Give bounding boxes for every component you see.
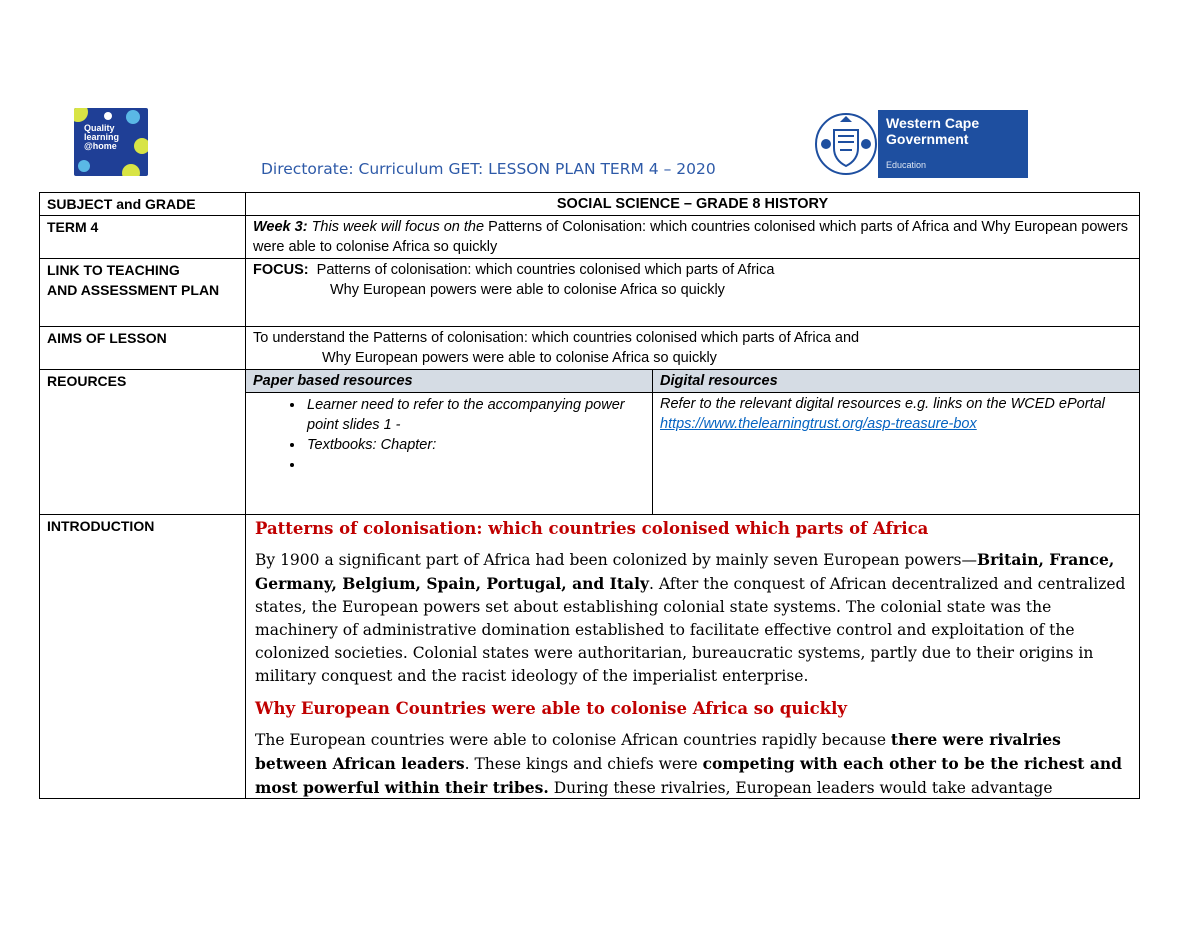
intro-p2-competing: competing with each other to be the richest and most powerful within their tribes. (255, 754, 1123, 797)
digital-resources-cell (653, 393, 1140, 515)
digital-resources-header: Digital resources (653, 370, 1140, 393)
intro-paragraph-2 (255, 728, 1130, 798)
intro-paragraph-1 (255, 548, 1130, 688)
intro-p1-powers: Britain, France, Germany, Belgium, Spain, Portugal, and Italy (255, 550, 1115, 593)
focus-label: FOCUS: (253, 262, 309, 278)
intro-p1-text-a: By 1900 a significant part of Africa had been colonized by mainly seven European powers— (255, 551, 977, 569)
page-title: Directorate: Curriculum GET: LESSON PLAN TERM 4 – 2020 (261, 160, 716, 178)
western-cape-logo (812, 110, 1028, 178)
logo-left-text: Quality learning @home (84, 123, 120, 151)
term-row (40, 216, 1140, 259)
introduction-row (40, 515, 1140, 799)
focus-cell (246, 259, 1140, 327)
aims-line-2: Why European powers were able to colonise Africa so quickly (322, 350, 717, 366)
link-label-1: LINK TO TEACHING (47, 262, 180, 278)
paper-resources-list (253, 395, 645, 475)
term-week: Week 3: (253, 219, 308, 235)
intro-p2-rivalries: there were rivalries between African leaders (255, 730, 1061, 773)
quality-learning-logo (74, 108, 148, 176)
link-row (40, 259, 1140, 327)
intro-heading-2: Why European Countries were able to colonise Africa so quickly (255, 699, 847, 718)
link-label-2: AND ASSESSMENT PLAN (47, 282, 220, 298)
term-intro: This week will focus on the (311, 219, 485, 235)
intro-p2-text-b: . These kings and chiefs were (464, 755, 703, 773)
list-item: • Textbooks: Chapter: (305, 435, 645, 455)
term-value: Patterns of Colonisation: which countries colonised which parts of Africa and Why European powers were able to colonise Africa so quickly (253, 219, 1129, 255)
paper-resources-header: Paper based resources (246, 370, 653, 393)
digital-resources-text: Refer to the relevant digital resources e.g. links on the WCED ePortal (660, 396, 1105, 412)
focus-line-1: Patterns of colonisation: which countries colonised which parts of Africa (316, 262, 775, 278)
subject-row (40, 193, 1140, 216)
intro-p2-text-a: The European countries were able to colonise African countries rapidly because (255, 731, 891, 749)
subject-value: SOCIAL SCIENCE – GRADE 8 HISTORY (246, 193, 1140, 216)
introduction-content (253, 515, 1132, 798)
intro-p2-text-c: During these rivalries, European leaders would take advantage (548, 779, 1053, 797)
logo-right-subtitle: Education (886, 160, 927, 170)
paper-resources-cell (246, 393, 653, 515)
focus-line-2: Why European powers were able to colonise Africa so quickly (330, 282, 725, 298)
treasure-box-link[interactable]: https://www.thelearningtrust.org/asp-treasure-box (660, 416, 977, 432)
term-cell (246, 216, 1140, 259)
link-label-cell (40, 259, 246, 327)
intro-heading-1: Patterns of colonisation: which countries colonised which parts of Africa (255, 519, 929, 538)
lesson-plan-table (39, 192, 1140, 799)
introduction-label: INTRODUCTION (40, 515, 246, 799)
logo-panel (878, 110, 1028, 178)
resources-label: REOURCES (40, 370, 246, 515)
term-label: TERM 4 (40, 216, 246, 259)
aims-label: AIMS OF LESSON (40, 327, 246, 370)
intro-p1-text-b: . After the conquest of African decentralized and centralized states, the European powers set about establishing colonial state systems. The colonial state was the machinery of administrative domination established to facilitate effective control and exploitation of the colonized societies. Colonial states were authoritarian, bureaucratic systems, partly due to their origins in military conquest and the racist ideology of the imperialist enterprise. (255, 575, 1126, 685)
introduction-cell (246, 515, 1140, 799)
coat-of-arms-icon (812, 110, 880, 178)
aims-row (40, 327, 1140, 370)
logo-right-title: Western Cape Government (886, 115, 980, 147)
aims-line-1: To understand the Patterns of colonisation: which countries colonised which parts of Africa and (253, 330, 860, 346)
resources-header-row (40, 370, 1140, 393)
list-item (305, 455, 645, 475)
aims-cell (246, 327, 1140, 370)
list-item: • Learner need to refer to the accompanying power point slides 1 - (305, 395, 645, 435)
subject-label: SUBJECT and GRADE (40, 193, 246, 216)
